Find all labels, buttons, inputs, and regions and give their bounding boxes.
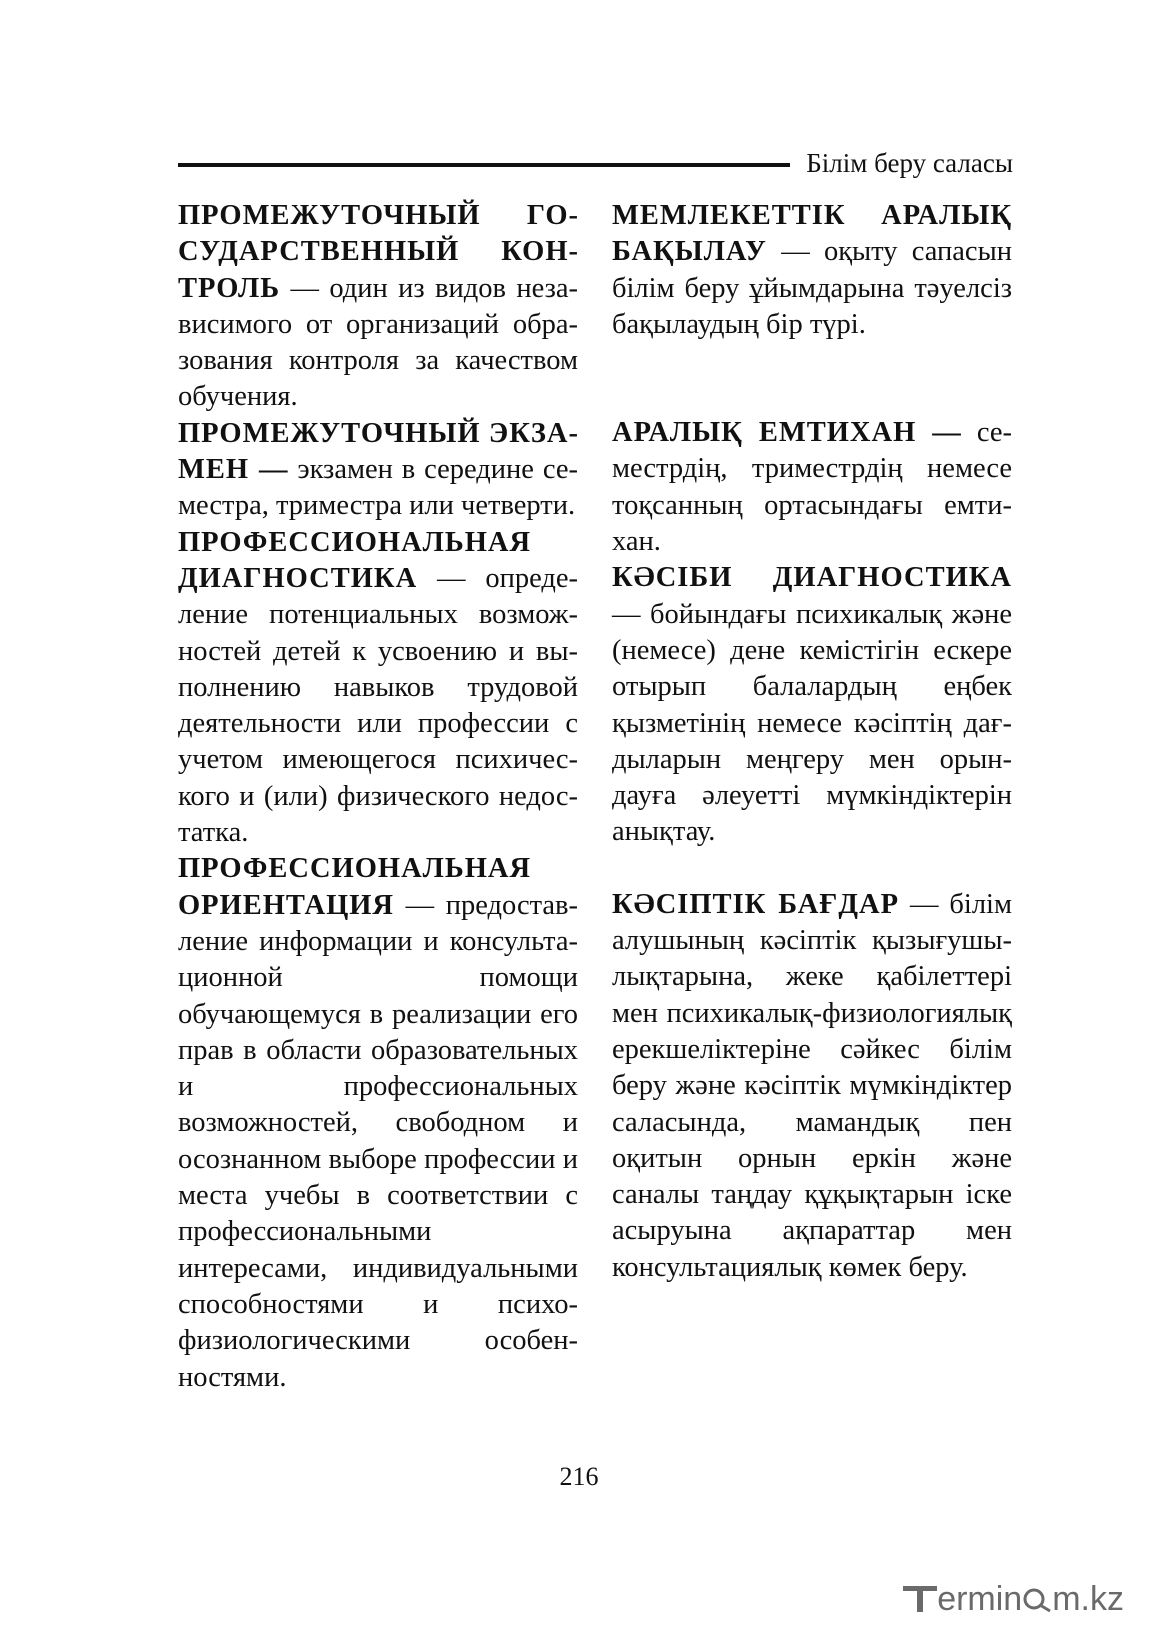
entry-ru-professional-orientation xyxy=(178,851,578,1395)
term: МЕМЛЕКЕТТІК АРАЛЫҚ БАҚЫЛАУ xyxy=(612,200,1012,268)
header-rule xyxy=(178,163,790,167)
termincom-watermark xyxy=(903,1580,1124,1619)
running-header xyxy=(178,146,1013,180)
page-number: 216 xyxy=(559,1462,599,1491)
entry-kz-professional-diagnostics xyxy=(612,560,1012,850)
term: ПРОФЕССИОНАЛЬНАЯ ДИАГНОСТИКА xyxy=(178,526,532,594)
term: КӘСІБИ ДИАГНОСТИКА xyxy=(612,562,1012,594)
term: ПРОФЕССИОНАЛЬНАЯ ОРИЕНТАЦИЯ xyxy=(178,853,532,921)
spacer xyxy=(612,851,1012,887)
entry-kz-professional-orientation xyxy=(612,887,1012,1286)
definition: экзамен в середине семестра, триместра или четверти. xyxy=(178,454,578,522)
entry-ru-intermediate-exam xyxy=(178,416,578,525)
entry-kz-intermediate-state-control xyxy=(612,198,1012,343)
term: АРАЛЫҚ ЕМТИХАН — xyxy=(612,417,962,449)
definition: — один из видов независимого от организаций образования контроля за качеством обучения. xyxy=(178,272,578,413)
russian-column xyxy=(178,198,578,1396)
t-logo-icon xyxy=(903,1584,937,1614)
term: ПРОМЕЖУТОЧНЫЙ ГОСУДАРСТВЕННЫЙ КОНТРОЛЬ xyxy=(178,200,578,304)
definition: семестрдің, триместрдің немесе тоқсанның ортасындағы емтихан. xyxy=(612,417,1012,558)
term: КӘСІПТІК БАҒДАР xyxy=(612,888,900,920)
magnifier-icon xyxy=(1022,1580,1052,1618)
entry-ru-intermediate-state-control xyxy=(178,198,578,416)
spacer xyxy=(612,343,1012,415)
section-title: Білім беру саласы xyxy=(806,148,1013,178)
watermark-text-end: m.kz xyxy=(1052,1580,1124,1618)
definition: — оқыту сапасын білім беру ұйымдарына тәуелсіз бақылаудың бір түрі. xyxy=(612,236,1012,340)
watermark-text-start: ermin xyxy=(937,1580,1023,1618)
kazakh-column xyxy=(612,198,1012,1286)
definition: — бойындағы психикалық және (немесе) дене кемістігін ескере отырып балалардың еңбек қызметінің немесе кәсіптің дағдыларын меңгеру мен орындауға әлеуетті мүмкіндіктерін анықтау. xyxy=(612,598,1012,848)
definition: — определение потенциальных возможностей детей к усвоению и выполнению навыков трудовой деятельности или профессии с учетом имеющегося психического и (или) физического недостатка. xyxy=(178,562,578,849)
definition: — білім алушының кәсіптік қызығушылықтарына, жеке қабілеттері мен психикалық-физиологиялық ерекшеліктеріне сәйкес білім беру және кәсіптік мүмкіндіктер саласында, мамандық пен оқитын орнын еркін және саналы таңдау құқықтарын іске асыруына ақпараттар мен консультациялық көмек беру. xyxy=(612,888,1012,1283)
definition: — предоставление информации и консультационной помощи обучающемуся в реализации его прав в области образовательных и профессиональных возможностей, свободном и осознанном выборе профессии и места учебы в соответствии с профессиональными интересами, индивидуальными способностями и психофизиологическими особенностями. xyxy=(178,889,578,1393)
entry-kz-intermediate-exam xyxy=(612,415,1012,560)
entry-ru-professional-diagnostics xyxy=(178,525,578,852)
term: ПРОМЕЖУТОЧНЫЙ ЭКЗАМЕН — xyxy=(178,417,578,486)
